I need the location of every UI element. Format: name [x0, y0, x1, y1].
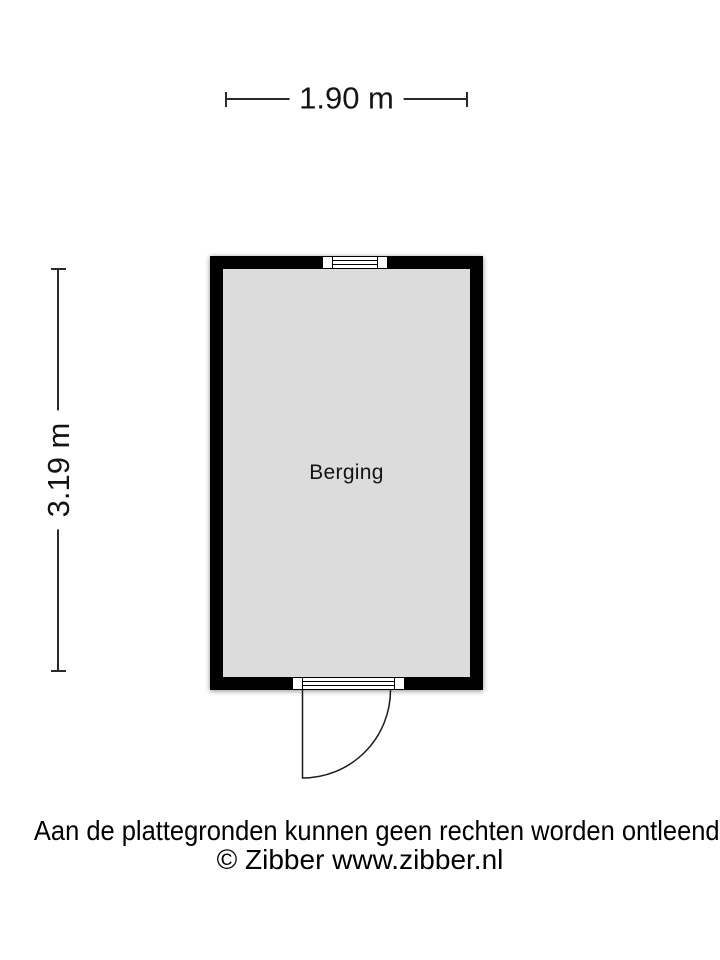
room-berging — [210, 256, 483, 690]
door-threshold-line — [303, 685, 394, 686]
footer-disclaimer: Aan de plattegronden kunnen geen rechten worden ontleend — [33, 815, 720, 846]
door-frame-post-left — [302, 678, 303, 689]
footer — [0, 816, 720, 874]
height-dimension — [40, 268, 76, 672]
room-label: Berging — [309, 461, 384, 484]
window-frame-post-left — [332, 257, 333, 268]
window-icon — [322, 256, 388, 269]
width-dimension — [225, 80, 468, 116]
door-frame-post-right — [394, 678, 395, 689]
door-threshold-line — [303, 681, 394, 682]
door-opening-icon — [292, 677, 405, 690]
window-pane-line — [333, 264, 377, 265]
height-dimension-label: 3.19 m — [41, 411, 77, 530]
dimension-tick-right — [466, 92, 468, 107]
footer-credit: © Zibber www.zibber.nl — [216, 844, 504, 875]
dimension-tick-bottom — [51, 670, 66, 672]
window-pane-line — [333, 260, 377, 261]
width-dimension-label: 1.90 m — [289, 80, 404, 116]
window-frame-post-right — [377, 257, 378, 268]
